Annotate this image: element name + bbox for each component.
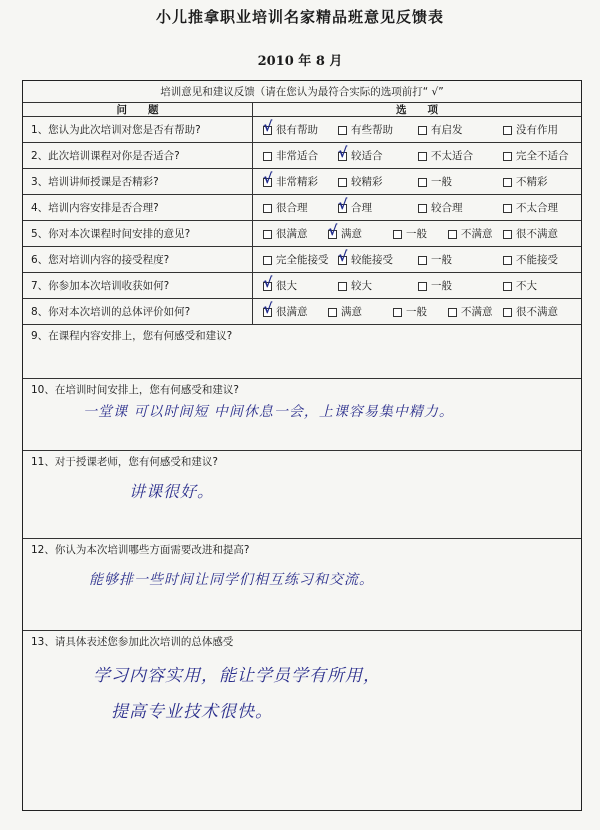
checkbox[interactable] [263,118,273,135]
option-3-3[interactable] [418,169,452,195]
option-label: 满意 [341,306,362,318]
question-options [253,169,581,194]
checkbox[interactable] [503,230,512,239]
checkmark-icon: √ [338,144,348,161]
option-label: 满意 [341,228,362,240]
option-7-3[interactable] [418,273,452,299]
question-label: 2、此次培训课程对你是否适合? [23,143,253,168]
checkmark-icon: √ [263,170,273,187]
question-options [253,247,581,272]
checkbox[interactable] [503,204,512,213]
option-label: 不太合理 [516,202,558,214]
form-date: 2010 年 8 月 [257,54,343,69]
question-label: 4、培训内容安排是否合理? [23,195,253,220]
column-header-row [23,103,581,117]
option-label: 很满意 [276,228,308,240]
option-5-4[interactable] [448,221,493,247]
option-2-4[interactable] [503,143,569,169]
open-question-13 [23,631,581,811]
open-question-label: 13、请具体表述您参加此次培训的总体感受 [31,636,234,648]
option-8-2[interactable] [328,299,362,325]
checkmark-icon: √ [263,274,273,291]
checkbox[interactable] [263,274,273,291]
option-label: 非常适合 [276,150,318,162]
open-question-label: 10、在培训时间安排上，您有何感受和建议? [31,384,239,396]
option-label: 非常精彩 [276,176,318,188]
open-question-label: 11、对于授课老师，您有何感受和建议? [31,456,218,468]
option-2-1[interactable] [263,143,318,169]
option-label: 较合理 [431,202,463,214]
option-label: 较能接受 [351,254,393,266]
question-row-4 [23,195,581,221]
option-3-2[interactable] [338,169,383,195]
question-label: 1、您认为此次培训对您是否有帮助? [23,117,253,142]
form-title: 小儿推拿职业培训名家精品班意见反馈表 [155,8,444,26]
question-label: 6、您对培训内容的接受程度? [23,247,253,272]
option-label: 没有作用 [516,124,558,136]
option-7-2[interactable] [338,273,372,299]
option-label: 有启发 [431,124,463,136]
checkbox[interactable] [338,126,347,135]
option-3-4[interactable] [503,169,548,195]
option-7-4[interactable] [503,273,537,299]
open-question-12 [23,539,581,631]
option-8-4[interactable] [448,299,493,325]
checkbox[interactable] [338,178,347,187]
question-row-1 [23,117,581,143]
checkbox[interactable] [328,222,338,239]
option-6-3[interactable] [418,247,452,273]
option-6-1[interactable] [263,247,329,273]
column-header-options: 选 项 [396,104,438,116]
option-label: 合理 [351,202,372,214]
option-5-2[interactable] [328,221,362,247]
open-question-label: 9、在课程内容安排上，您有何感受和建议? [31,330,233,342]
option-5-3[interactable] [393,221,427,247]
checkbox[interactable] [418,256,427,265]
checkbox[interactable] [338,144,348,161]
option-label: 完全不适合 [516,150,569,162]
option-8-5[interactable] [503,299,558,325]
open-question-9 [23,325,581,379]
open-question-10 [23,379,581,451]
option-label: 很大 [276,280,297,292]
checkmark-icon: √ [338,196,348,213]
checkbox[interactable] [338,248,348,265]
checkbox[interactable] [418,282,427,291]
option-label: 很合理 [276,202,308,214]
option-label: 完全能接受 [276,254,329,266]
checkbox[interactable] [418,178,427,187]
question-row-5 [23,221,581,247]
checkbox[interactable] [263,300,273,317]
option-4-2[interactable] [338,195,372,221]
checkmark-icon: √ [263,118,273,135]
checkbox[interactable] [263,230,272,239]
option-label: 不大 [516,280,537,292]
open-answer-12[interactable]: 能够排一些时间让同学们相互练习和交流。 [89,572,374,588]
checkbox[interactable] [418,152,427,161]
open-question-11 [23,451,581,539]
question-options [253,299,581,324]
option-label: 很有帮助 [276,124,318,136]
checkbox[interactable] [263,204,272,213]
option-label: 有些帮助 [351,124,393,136]
question-row-8 [23,299,581,325]
checkbox[interactable] [503,308,512,317]
option-label: 较大 [351,280,372,292]
question-options [253,195,581,220]
question-options [253,273,581,298]
checkbox[interactable] [393,308,402,317]
question-label: 5、你对本次课程时间安排的意见? [23,221,253,246]
question-label: 8、你对本次培训的总体评价如何? [23,299,253,324]
checkbox[interactable] [263,152,272,161]
question-options [253,143,581,168]
checkbox[interactable] [448,308,457,317]
option-1-3[interactable] [418,117,463,143]
checkbox[interactable] [503,282,512,291]
option-6-4[interactable] [503,247,558,273]
option-label: 很满意 [276,306,308,318]
option-5-5[interactable] [503,221,558,247]
option-4-4[interactable] [503,195,558,221]
option-8-1[interactable] [263,299,308,325]
option-label: 一般 [406,306,427,318]
option-5-1[interactable] [263,221,308,247]
checkbox[interactable] [263,256,272,265]
checkbox[interactable] [338,282,347,291]
question-row-3 [23,169,581,195]
question-options [253,221,581,246]
option-label: 较适合 [351,150,383,162]
checkbox[interactable] [338,196,348,213]
option-1-4[interactable] [503,117,558,143]
open-answer-11[interactable]: 讲课很好。 [129,482,215,501]
checkmark-icon: √ [338,248,348,265]
checkbox[interactable] [503,152,512,161]
option-label: 不能接受 [516,254,558,266]
question-label: 3、培训讲师授课是否精彩? [23,169,253,194]
option-label: 一般 [406,228,427,240]
open-question-label: 12、你认为本次培训哪些方面需要改进和提高? [31,544,250,556]
option-3-1[interactable] [263,169,318,195]
checkbox[interactable] [503,178,512,187]
column-header-question: 问 题 [23,103,253,116]
option-label: 不满意 [461,306,493,318]
option-4-3[interactable] [418,195,463,221]
feedback-form [22,80,582,811]
checkbox[interactable] [393,230,402,239]
checkmark-icon: √ [263,300,273,317]
question-row-6 [23,247,581,273]
option-label: 较精彩 [351,176,383,188]
option-2-2[interactable] [338,143,383,169]
option-7-1[interactable] [263,273,297,299]
option-4-1[interactable] [263,195,308,221]
open-answer-13-line2[interactable]: 提高专业技术很快。 [111,702,273,722]
option-label: 很不满意 [516,228,558,240]
checkbox[interactable] [328,308,337,317]
option-label: 不太适合 [431,150,473,162]
checkbox[interactable] [503,126,512,135]
form-notice: 培训意见和建议反馈（请在您认为最符合实际的选项前打“ √” [23,81,581,103]
option-1-1[interactable] [263,117,318,143]
question-row-2 [23,143,581,169]
open-answer-10[interactable]: 一堂课 可以时间短 中间休息一会，上课容易集中精力。 [83,404,454,420]
option-label: 一般 [431,280,452,292]
option-label: 不精彩 [516,176,548,188]
checkbox[interactable] [418,204,427,213]
option-1-2[interactable] [338,117,393,143]
question-row-7 [23,273,581,299]
option-label: 一般 [431,176,452,188]
option-label: 很不满意 [516,306,558,318]
checkbox[interactable] [263,170,273,187]
checkmark-icon: √ [328,222,338,239]
option-2-3[interactable] [418,143,473,169]
checkbox[interactable] [418,126,427,135]
checkbox[interactable] [448,230,457,239]
option-8-3[interactable] [393,299,427,325]
open-answer-13-line1[interactable]: 学习内容实用，能让学员学有所用， [93,666,381,686]
question-label: 7、你参加本次培训收获如何? [23,273,253,298]
question-options [253,117,581,142]
option-label: 不满意 [461,228,493,240]
checkbox[interactable] [503,256,512,265]
option-6-2[interactable] [338,247,393,273]
option-label: 一般 [431,254,452,266]
